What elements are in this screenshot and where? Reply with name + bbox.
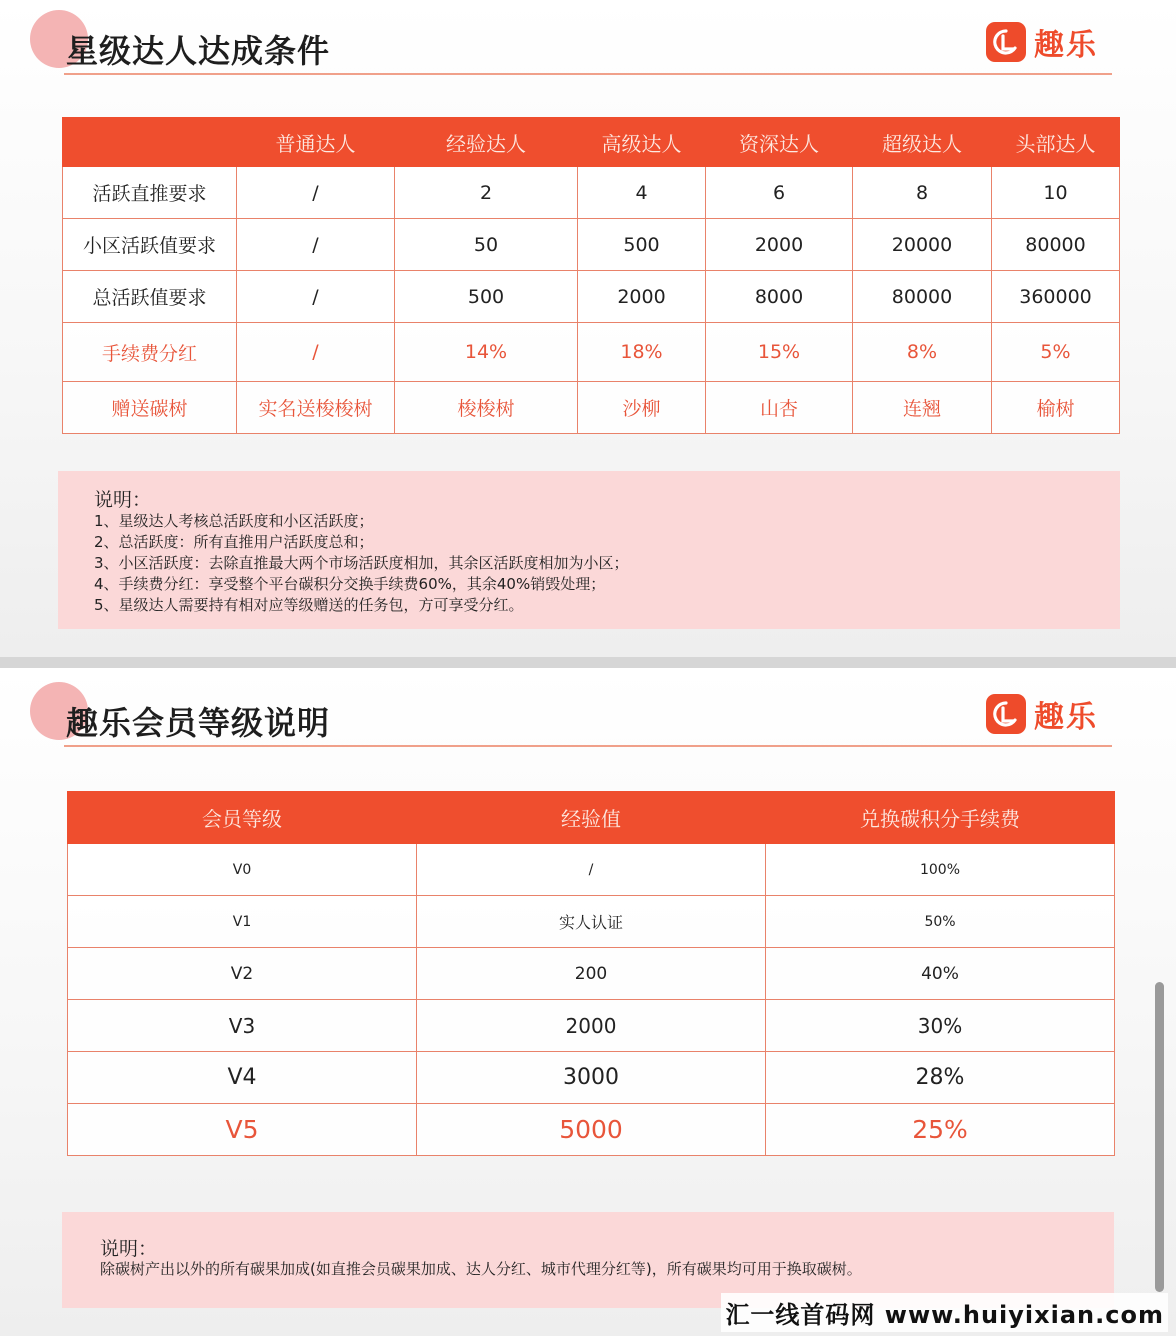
brand-logo — [986, 20, 1098, 64]
brand-name: 趣乐 — [1034, 700, 1098, 735]
table-cell: / — [237, 219, 395, 271]
table-cell: 28% — [766, 1052, 1115, 1104]
table-cell: / — [237, 271, 395, 323]
table-cell: 山杏 — [706, 382, 853, 434]
table-cell: 梭梭树 — [395, 382, 578, 434]
table-cell: V0 — [68, 844, 417, 896]
table-row — [63, 167, 1120, 219]
table-cell: V1 — [68, 896, 417, 948]
star-conditions-table — [62, 117, 1120, 434]
quile-logo-icon — [986, 694, 1026, 734]
table-cell: 10 — [992, 167, 1120, 219]
note-line: 除碳树产出以外的所有碳果加成(如直推会员碳果加成、达人分红、城市代理分红等)，所有碳果均可用于换取碳树。 — [100, 1260, 862, 1278]
table-cell: 360000 — [992, 271, 1120, 323]
row-label: 小区活跃值要求 — [63, 219, 237, 271]
header-cell: 超级达人 — [853, 118, 992, 167]
page-title: 趣乐会员等级说明 — [66, 704, 331, 742]
table-cell: 实名送梭梭树 — [237, 382, 395, 434]
header-cell: 经验值 — [417, 792, 766, 844]
table-cell: 8% — [853, 323, 992, 382]
table-row — [63, 382, 1120, 434]
header-cell: 头部达人 — [992, 118, 1120, 167]
table-cell: 2000 — [417, 1000, 766, 1052]
row-label: 手续费分红 — [63, 323, 237, 382]
table-cell: V4 — [68, 1052, 417, 1104]
table-cell: 4 — [578, 167, 706, 219]
table-cell: 500 — [578, 219, 706, 271]
slide-star-conditions — [0, 0, 1176, 657]
header-cell: 兑换碳积分手续费 — [766, 792, 1115, 844]
table-cell: 25% — [766, 1104, 1115, 1156]
table-cell: 20000 — [853, 219, 992, 271]
table-cell: 2000 — [578, 271, 706, 323]
note-box — [58, 471, 1120, 629]
row-label: 活跃直推要求 — [63, 167, 237, 219]
table-row — [68, 948, 1115, 1000]
note-line: 5、星级达人需要持有相对应等级赠送的任务包，方可享受分红。 — [94, 596, 524, 614]
table-cell: 实人认证 — [417, 896, 766, 948]
slide-divider — [0, 657, 1176, 668]
table-cell: 18% — [578, 323, 706, 382]
table-cell: 50 — [395, 219, 578, 271]
table-row — [63, 219, 1120, 271]
table-row — [68, 1104, 1115, 1156]
header-cell: 高级达人 — [578, 118, 706, 167]
table-cell: 200 — [417, 948, 766, 1000]
note-line: 3、小区活跃度：去除直推最大两个市场活跃度相加，其余区活跃度相加为小区； — [94, 554, 629, 572]
header-cell: 资深达人 — [706, 118, 853, 167]
table-row — [68, 844, 1115, 896]
table-cell: 5000 — [417, 1104, 766, 1156]
table-cell: 3000 — [417, 1052, 766, 1104]
table-cell: 15% — [706, 323, 853, 382]
table-cell: / — [237, 323, 395, 382]
note-line: 2、总活跃度：所有直推用户活跃度总和； — [94, 533, 374, 551]
row-label: 总活跃值要求 — [63, 271, 237, 323]
table-cell: 14% — [395, 323, 578, 382]
header-cell: 经验达人 — [395, 118, 578, 167]
quile-logo-icon — [986, 22, 1026, 62]
table-cell: 6 — [706, 167, 853, 219]
table-cell: 沙柳 — [578, 382, 706, 434]
table-cell: 50% — [766, 896, 1115, 948]
table-cell: 30% — [766, 1000, 1115, 1052]
table-cell: 连翘 — [853, 382, 992, 434]
table-cell: / — [237, 167, 395, 219]
table-cell: / — [417, 844, 766, 896]
table-row — [68, 1052, 1115, 1104]
table-header-row — [63, 118, 1120, 167]
table-row — [63, 271, 1120, 323]
brand-logo — [986, 692, 1098, 736]
table-cell: 2 — [395, 167, 578, 219]
member-level-table — [67, 791, 1115, 1156]
header-cell: 普通达人 — [237, 118, 395, 167]
table-cell: 5% — [992, 323, 1120, 382]
page-title: 星级达人达成条件 — [66, 32, 331, 70]
table-cell: 500 — [395, 271, 578, 323]
note-line: 4、手续费分红：享受整个平台碳积分交换手续费60%，其余40%销毁处理； — [94, 575, 606, 593]
note-line: 1、星级达人考核总活跃度和小区活跃度； — [94, 512, 374, 530]
table-cell: 8000 — [706, 271, 853, 323]
table-cell: 100% — [766, 844, 1115, 896]
note-title: 说明： — [100, 1238, 158, 1260]
brand-name: 趣乐 — [1034, 28, 1098, 63]
table-header-row — [68, 792, 1115, 844]
scrollbar-thumb[interactable] — [1155, 982, 1164, 1292]
title-underline — [64, 73, 1112, 75]
table-row — [68, 896, 1115, 948]
table-cell: 8 — [853, 167, 992, 219]
table-cell: 榆树 — [992, 382, 1120, 434]
table-cell: V3 — [68, 1000, 417, 1052]
header-cell — [63, 118, 237, 167]
table-cell: 2000 — [706, 219, 853, 271]
row-label: 赠送碳树 — [63, 382, 237, 434]
table-cell: 80000 — [992, 219, 1120, 271]
table-cell: V2 — [68, 948, 417, 1000]
title-underline — [64, 745, 1112, 747]
table-row — [68, 1000, 1115, 1052]
note-title: 说明： — [94, 489, 152, 511]
table-cell: 80000 — [853, 271, 992, 323]
watermark: 汇一线首码网 www.huiyixian.com — [721, 1293, 1168, 1332]
table-cell: 40% — [766, 948, 1115, 1000]
table-row — [63, 323, 1120, 382]
table-cell: V5 — [68, 1104, 417, 1156]
header-cell: 会员等级 — [68, 792, 417, 844]
